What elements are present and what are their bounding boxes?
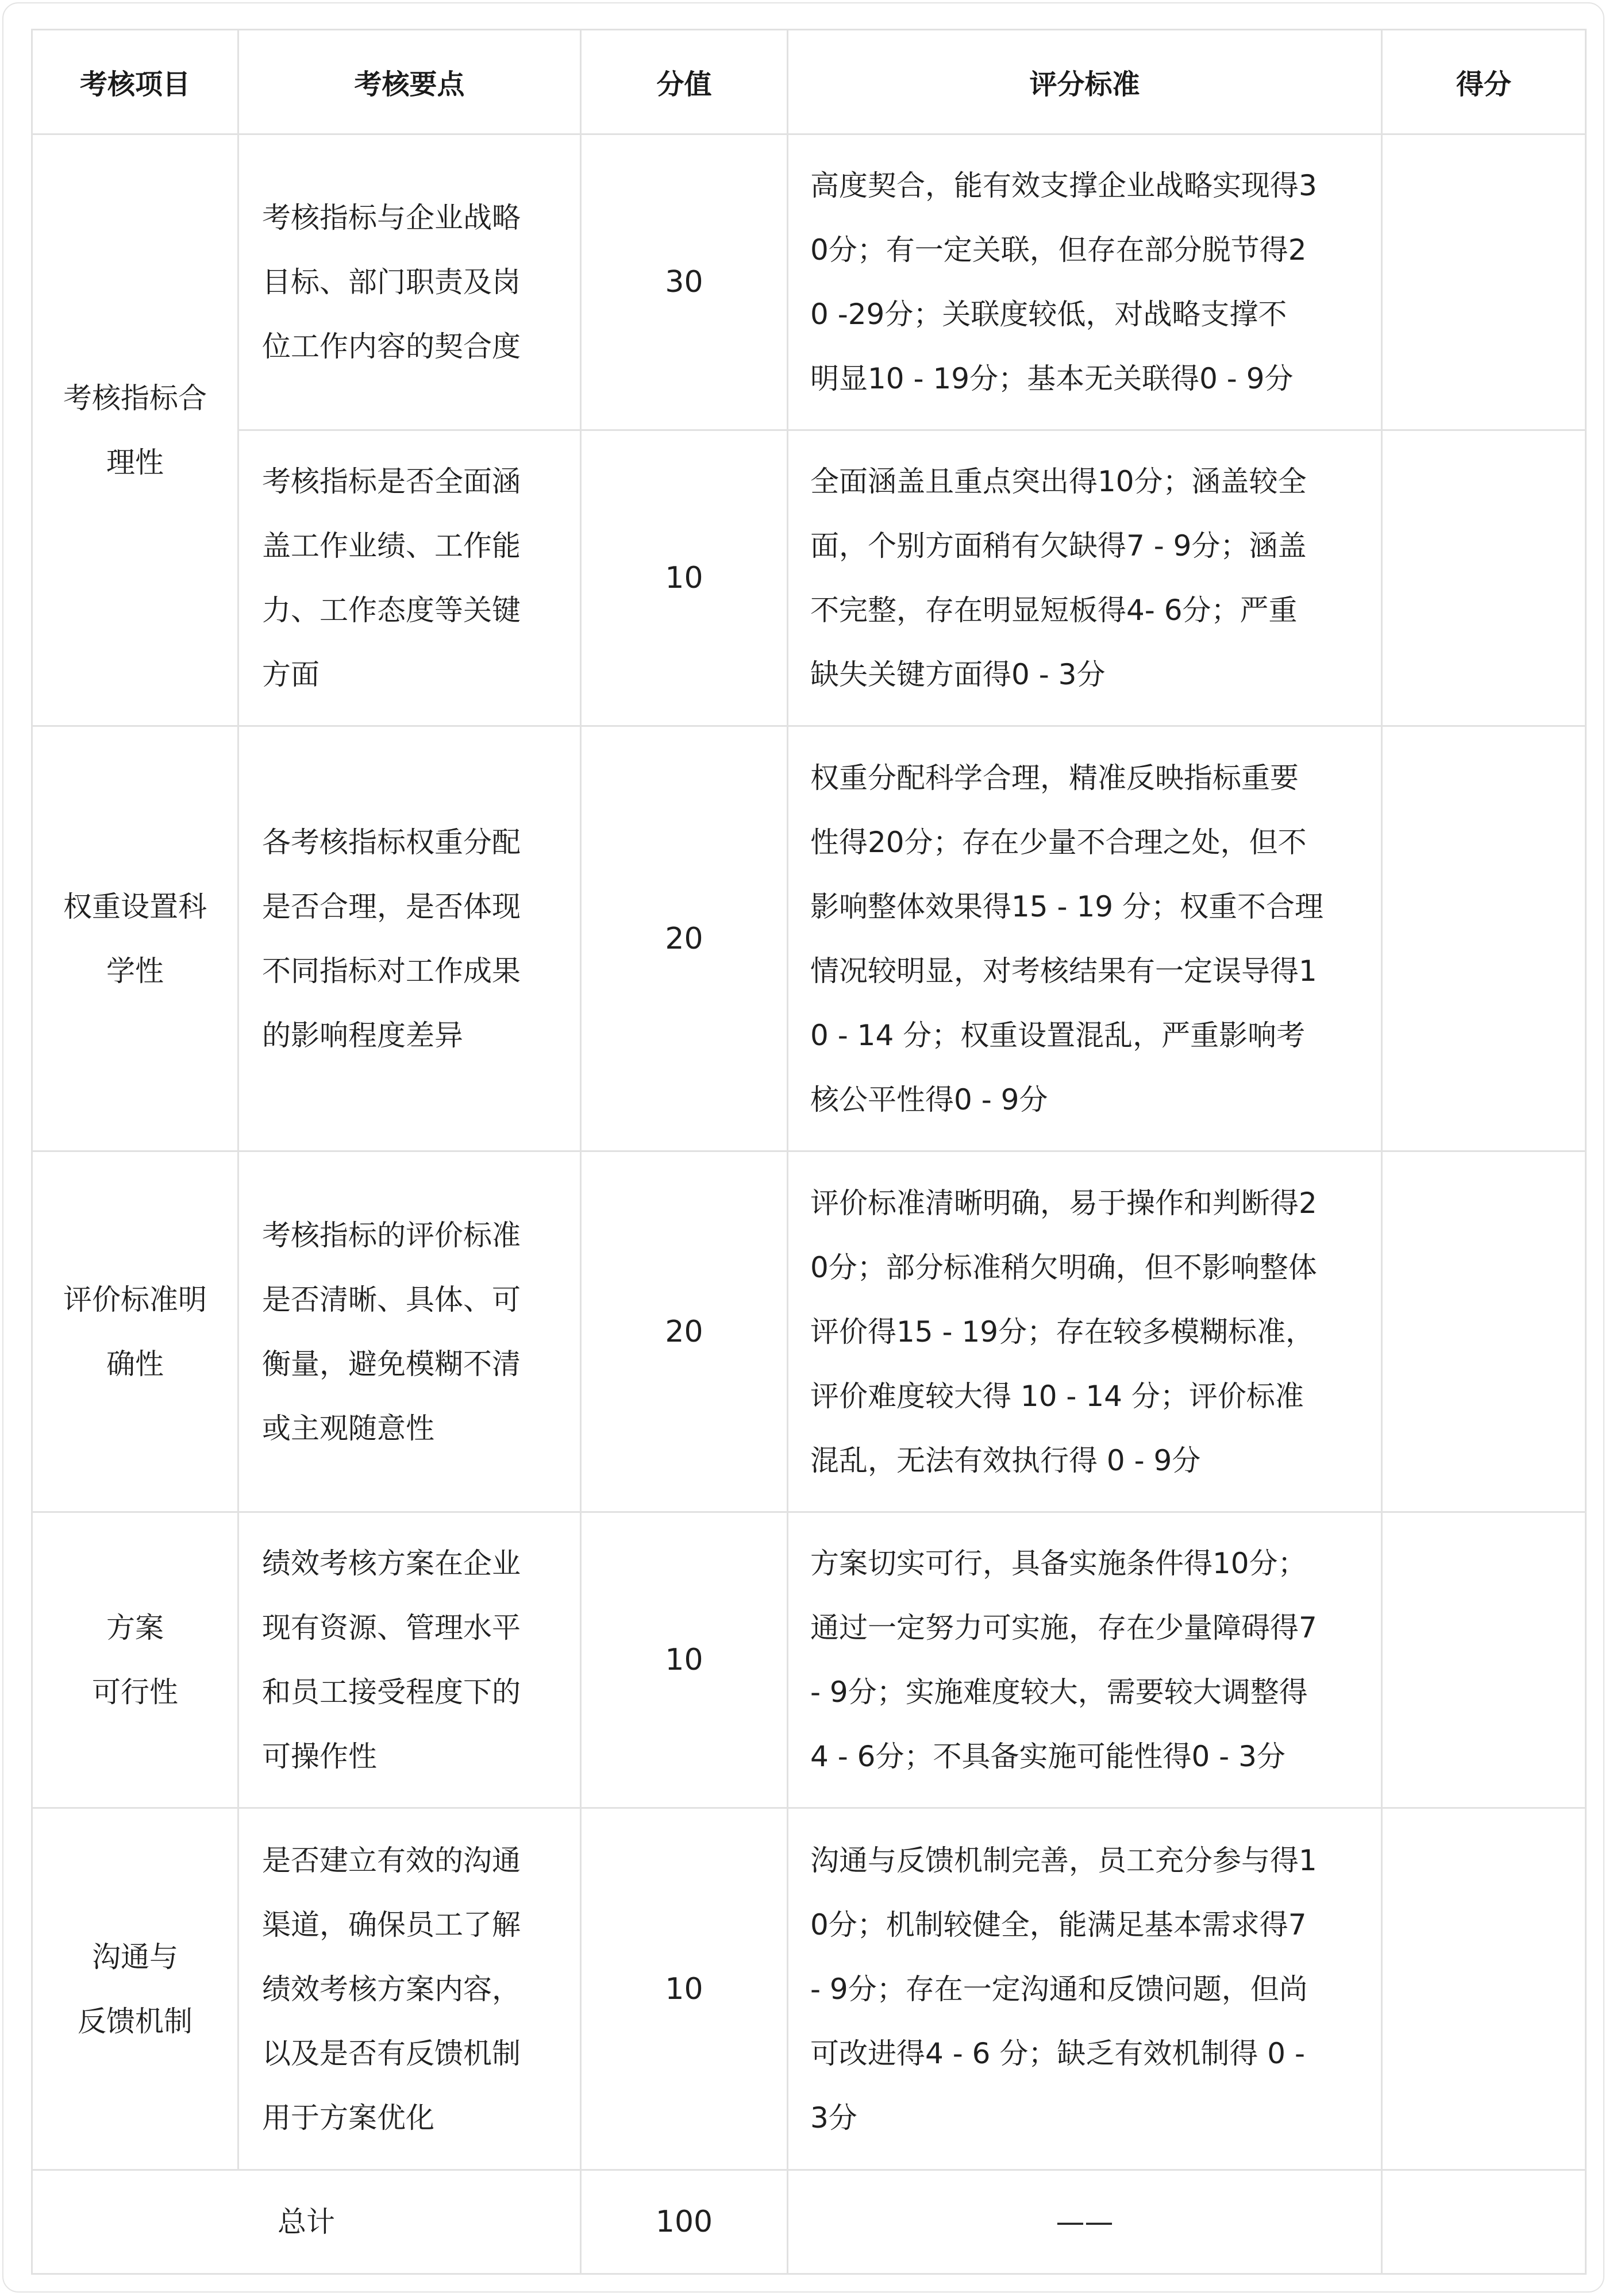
total-value: 100 bbox=[581, 2170, 788, 2274]
point-cell bbox=[238, 134, 581, 430]
total-standard: —— bbox=[788, 2170, 1382, 2274]
category-cell bbox=[32, 1151, 238, 1512]
header-value: 分值 bbox=[581, 30, 788, 134]
header-category: 考核项目 bbox=[32, 30, 238, 134]
value-cell: 20 bbox=[581, 1151, 788, 1512]
point-line: 的影响程度差异 bbox=[262, 1018, 463, 1052]
evaluation-table bbox=[31, 29, 1587, 2275]
table-row bbox=[32, 726, 1586, 1151]
header-row bbox=[32, 30, 1586, 134]
category-line: 确性 bbox=[106, 1347, 164, 1381]
standard-line: 评价标准清晰明确，易于操作和判断得2 bbox=[810, 1186, 1317, 1220]
standard-line: 0 -29分；关联度较低，对战略支撑不 bbox=[810, 298, 1287, 331]
score-cell[interactable] bbox=[1382, 1808, 1586, 2170]
category-line: 权重设置科 bbox=[63, 889, 207, 923]
standard-cell bbox=[788, 430, 1382, 726]
category-line: 理性 bbox=[106, 445, 164, 479]
point-line: 或主观随意性 bbox=[262, 1411, 434, 1445]
table-row bbox=[32, 1808, 1586, 2170]
category-line: 评价标准明 bbox=[63, 1282, 207, 1316]
point-cell bbox=[238, 1808, 581, 2170]
standard-line: 通过一定努力可实施，存在少量障碍得7 bbox=[810, 1611, 1317, 1644]
point-line: 位工作内容的契合度 bbox=[262, 330, 521, 363]
table-row bbox=[32, 1151, 1586, 1512]
table-row bbox=[32, 1512, 1586, 1808]
point-line: 力、工作态度等关键 bbox=[262, 594, 521, 627]
standard-line: 0 - 14 分；权重设置混乱，严重影响考 bbox=[810, 1018, 1306, 1052]
standard-line: 混乱，无法有效执行得 0 - 9分 bbox=[810, 1443, 1201, 1477]
category-line: 沟通与 bbox=[92, 1940, 178, 1974]
point-line: 考核指标与企业战略 bbox=[262, 201, 521, 234]
category-cell bbox=[32, 726, 238, 1151]
table-row bbox=[32, 430, 1586, 726]
category-line: 学性 bbox=[106, 954, 164, 988]
point-line: 用于方案优化 bbox=[262, 2101, 434, 2135]
point-cell bbox=[238, 1151, 581, 1512]
score-cell[interactable] bbox=[1382, 1151, 1586, 1512]
total-score-cell[interactable] bbox=[1382, 2170, 1586, 2274]
point-line: 各考核指标权重分配 bbox=[262, 825, 521, 859]
point-line: 衡量，避免模糊不清 bbox=[262, 1347, 521, 1381]
header-score: 得分 bbox=[1382, 30, 1586, 134]
table-row bbox=[32, 134, 1586, 430]
header-standard: 评分标准 bbox=[788, 30, 1382, 134]
standard-cell bbox=[788, 1808, 1382, 2170]
point-line: 方面 bbox=[262, 658, 320, 691]
standard-line: 不完整，存在明显短板得4- 6分；严重 bbox=[810, 594, 1298, 627]
score-cell[interactable] bbox=[1382, 1512, 1586, 1808]
point-line: 以及是否有反馈机制 bbox=[262, 2036, 521, 2070]
standard-line: 情况较明显，对考核结果有一定误导得1 bbox=[810, 954, 1317, 988]
standard-line: 可改进得4 - 6 分；缺乏有效机制得 0 - bbox=[810, 2036, 1305, 2070]
score-cell[interactable] bbox=[1382, 726, 1586, 1151]
standard-line: 方案切实可行，具备实施条件得10分； bbox=[810, 1547, 1307, 1580]
point-line: 是否清晰、具体、可 bbox=[262, 1282, 521, 1316]
standard-line: 评价得15 - 19分；存在较多模糊标准， bbox=[810, 1315, 1315, 1349]
header-point: 考核要点 bbox=[238, 30, 581, 134]
table-card bbox=[2, 2, 1604, 2293]
standard-line: 3分 bbox=[810, 2101, 857, 2135]
score-cell[interactable] bbox=[1382, 430, 1586, 726]
standard-cell bbox=[788, 134, 1382, 430]
standard-line: 性得20分；存在少量不合理之处，但不 bbox=[810, 825, 1307, 859]
value-cell: 30 bbox=[581, 134, 788, 430]
standard-cell bbox=[788, 1151, 1382, 1512]
point-line: 是否建立有效的沟通 bbox=[262, 1843, 521, 1877]
point-line: 考核指标的评价标准 bbox=[262, 1218, 521, 1252]
point-line: 绩效考核方案在企业 bbox=[262, 1547, 521, 1580]
point-line: 绩效考核方案内容， bbox=[262, 1972, 521, 2006]
standard-line: 面，个别方面稍有欠缺得7 - 9分；涵盖 bbox=[810, 529, 1307, 563]
category-line: 可行性 bbox=[92, 1675, 178, 1709]
point-line: 目标、部门职责及岗 bbox=[262, 265, 521, 299]
category-cell bbox=[32, 134, 238, 726]
standard-line: 明显10 - 19分；基本无关联得0 - 9分 bbox=[810, 362, 1294, 395]
standard-line: 影响整体效果得15 - 19 分；权重不合理 bbox=[810, 889, 1323, 923]
point-cell bbox=[238, 726, 581, 1151]
standard-line: 评价难度较大得 10 - 14 分；评价标准 bbox=[810, 1379, 1304, 1413]
standard-cell bbox=[788, 726, 1382, 1151]
standard-line: 0分；有一定关联，但存在部分脱节得2 bbox=[810, 233, 1307, 267]
category-cell bbox=[32, 1808, 238, 2170]
value-cell: 10 bbox=[581, 1808, 788, 2170]
standard-line: 0分；机制较健全，能满足基本需求得7 bbox=[810, 1908, 1307, 1941]
standard-line: - 9分；存在一定沟通和反馈问题，但尚 bbox=[810, 1972, 1308, 2006]
total-label: 总计 bbox=[32, 2170, 581, 2274]
standard-line: 缺失关键方面得0 - 3分 bbox=[810, 658, 1106, 691]
standard-line: 沟通与反馈机制完善，员工充分参与得1 bbox=[810, 1843, 1317, 1877]
value-cell: 20 bbox=[581, 726, 788, 1151]
point-line: 渠道，确保员工了解 bbox=[262, 1908, 521, 1941]
standard-cell bbox=[788, 1512, 1382, 1808]
score-cell[interactable] bbox=[1382, 134, 1586, 430]
point-line: 考核指标是否全面涵 bbox=[262, 465, 521, 498]
value-cell: 10 bbox=[581, 1512, 788, 1808]
category-line: 反馈机制 bbox=[78, 2004, 193, 2038]
value-cell: 10 bbox=[581, 430, 788, 726]
point-line: 和员工接受程度下的 bbox=[262, 1675, 521, 1709]
standard-line: 权重分配科学合理，精准反映指标重要 bbox=[810, 761, 1299, 795]
standard-line: 高度契合，能有效支撑企业战略实现得3 bbox=[810, 169, 1317, 202]
category-line: 考核指标合 bbox=[63, 381, 207, 415]
point-line: 是否合理，是否体现 bbox=[262, 889, 521, 923]
standard-line: 全面涵盖且重点突出得10分；涵盖较全 bbox=[810, 465, 1307, 498]
category-line: 方案 bbox=[106, 1611, 164, 1644]
standard-line: - 9分；实施难度较大，需要较大调整得 bbox=[810, 1675, 1308, 1709]
point-line: 盖工作业绩、工作能 bbox=[262, 529, 521, 563]
point-cell bbox=[238, 430, 581, 726]
point-cell bbox=[238, 1512, 581, 1808]
standard-line: 核公平性得0 - 9分 bbox=[810, 1082, 1048, 1116]
standard-line: 4 - 6分；不具备实施可能性得0 - 3分 bbox=[810, 1740, 1285, 1773]
standard-line: 0分；部分标准稍欠明确，但不影响整体 bbox=[810, 1250, 1317, 1284]
point-line: 可操作性 bbox=[262, 1740, 377, 1773]
total-row bbox=[32, 2170, 1586, 2274]
category-cell bbox=[32, 1512, 238, 1808]
point-line: 不同指标对工作成果 bbox=[262, 954, 521, 988]
point-line: 现有资源、管理水平 bbox=[262, 1611, 521, 1644]
